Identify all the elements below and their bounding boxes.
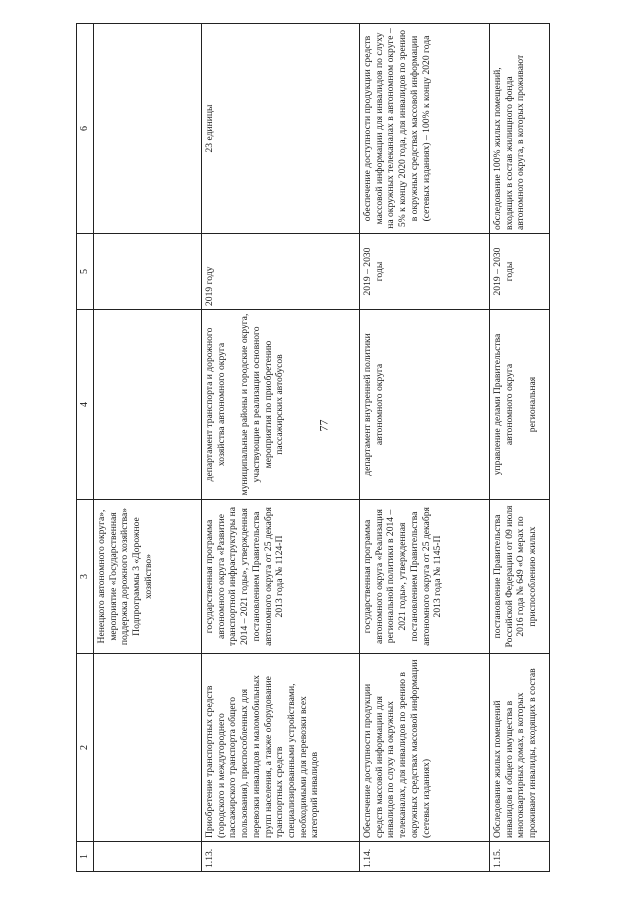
table-row <box>94 24 202 872</box>
header-col-6: 6 <box>77 24 94 234</box>
legal-basis: Ненецкого автономного округа», мероприятие «Государственная поддержка дорожного хозяйства» Подпрограммы 3 «Дорожное хозяйство» <box>94 500 202 654</box>
expected-result <box>94 24 202 234</box>
measures-table <box>76 23 550 872</box>
measure-name: Обследование жилых помещений инвалидов и общего имущества в многоквартирных домах, в которых проживают инвалиды, входящих в состав <box>490 654 550 842</box>
expected-result: обеспечение доступности продукции средств массовой информации для инвалидов по слуху на окружных телеканалах в автономном округе – 5% к концу 2020 года, для инвалидов по зрению в окружных средствах массовой информации (сетевых изданиях) – 100% к концу 2020 года <box>360 24 490 234</box>
header-col-5: 5 <box>77 234 94 310</box>
row-number: 1.15. <box>490 842 550 872</box>
legal-basis: государственная программа автономного округа «Развитие транспортной инфраструктуры на 2014 – 2021 годы», утвержденная постановлением Правительства автономного округа от 25 декабря 2013 года № 1124-П <box>202 500 360 654</box>
row-number: 1.14. <box>360 842 490 872</box>
expected-result: обследование 100% жилых помещений, входящих в состав жилищного фонда автономного округа, в которых проживают <box>490 24 550 234</box>
period: 2019 – 2030 годы <box>360 234 490 310</box>
legal-basis: государственная программа автономного округа «Реализация региональной политики в 2014 – 2021 годы», утвержденная постановлением Правительства автономного округа от 25 декабря 2013 года № 1145-П <box>360 500 490 654</box>
header-row <box>77 24 94 872</box>
header-col-1: 1 <box>77 842 94 872</box>
measure-name: Обеспечение доступности продукции средств массовой информации для инвалидов по слуху на окружных телеканалах, для инвалидов по зрению в окружных средствах массовой информации (сетевых изданиях) <box>360 654 490 842</box>
executor: департамент транспорта и дорожного хозяйства автономного округа муниципальные районы и городские округа, участвующие в реализации основного мероприятия по приобретению пассажирских автобусов <box>202 310 360 500</box>
executor <box>94 310 202 500</box>
table-row <box>490 24 550 872</box>
expected-result: 23 единицы <box>202 24 360 234</box>
period: 2019 – 2030 годы <box>490 234 550 310</box>
legal-basis: постановление Правительства Российской Федерации от 09 июля 2016 года № 649 «О мерах по приспособлению жилых <box>490 500 550 654</box>
measure-name <box>94 654 202 842</box>
period: 2019 году <box>202 234 360 310</box>
row-number: 1.13. <box>202 842 360 872</box>
row-number <box>94 842 202 872</box>
rotated-table-container <box>76 24 548 872</box>
measure-name: Приобретение транспортных средств (городского и междугороднего пассажирского транспорта общего пользования), приспособленных для перевозки инвалидов и маломобильных групп населения, а также оборудование транспортных средств специализированными устройствами, необходимыми для перевозки всех категорий инвалидов <box>202 654 360 842</box>
header-col-3: 3 <box>77 500 94 654</box>
table-row <box>360 24 490 872</box>
executor: управление делами Правительства автономного округа региональная <box>490 310 550 500</box>
page-number: 77 <box>316 419 331 432</box>
table-row <box>202 24 360 872</box>
executor: департамент внутренней политики автономного округа <box>360 310 490 500</box>
header-col-2: 2 <box>77 654 94 842</box>
header-col-4: 4 <box>77 310 94 500</box>
period <box>94 234 202 310</box>
